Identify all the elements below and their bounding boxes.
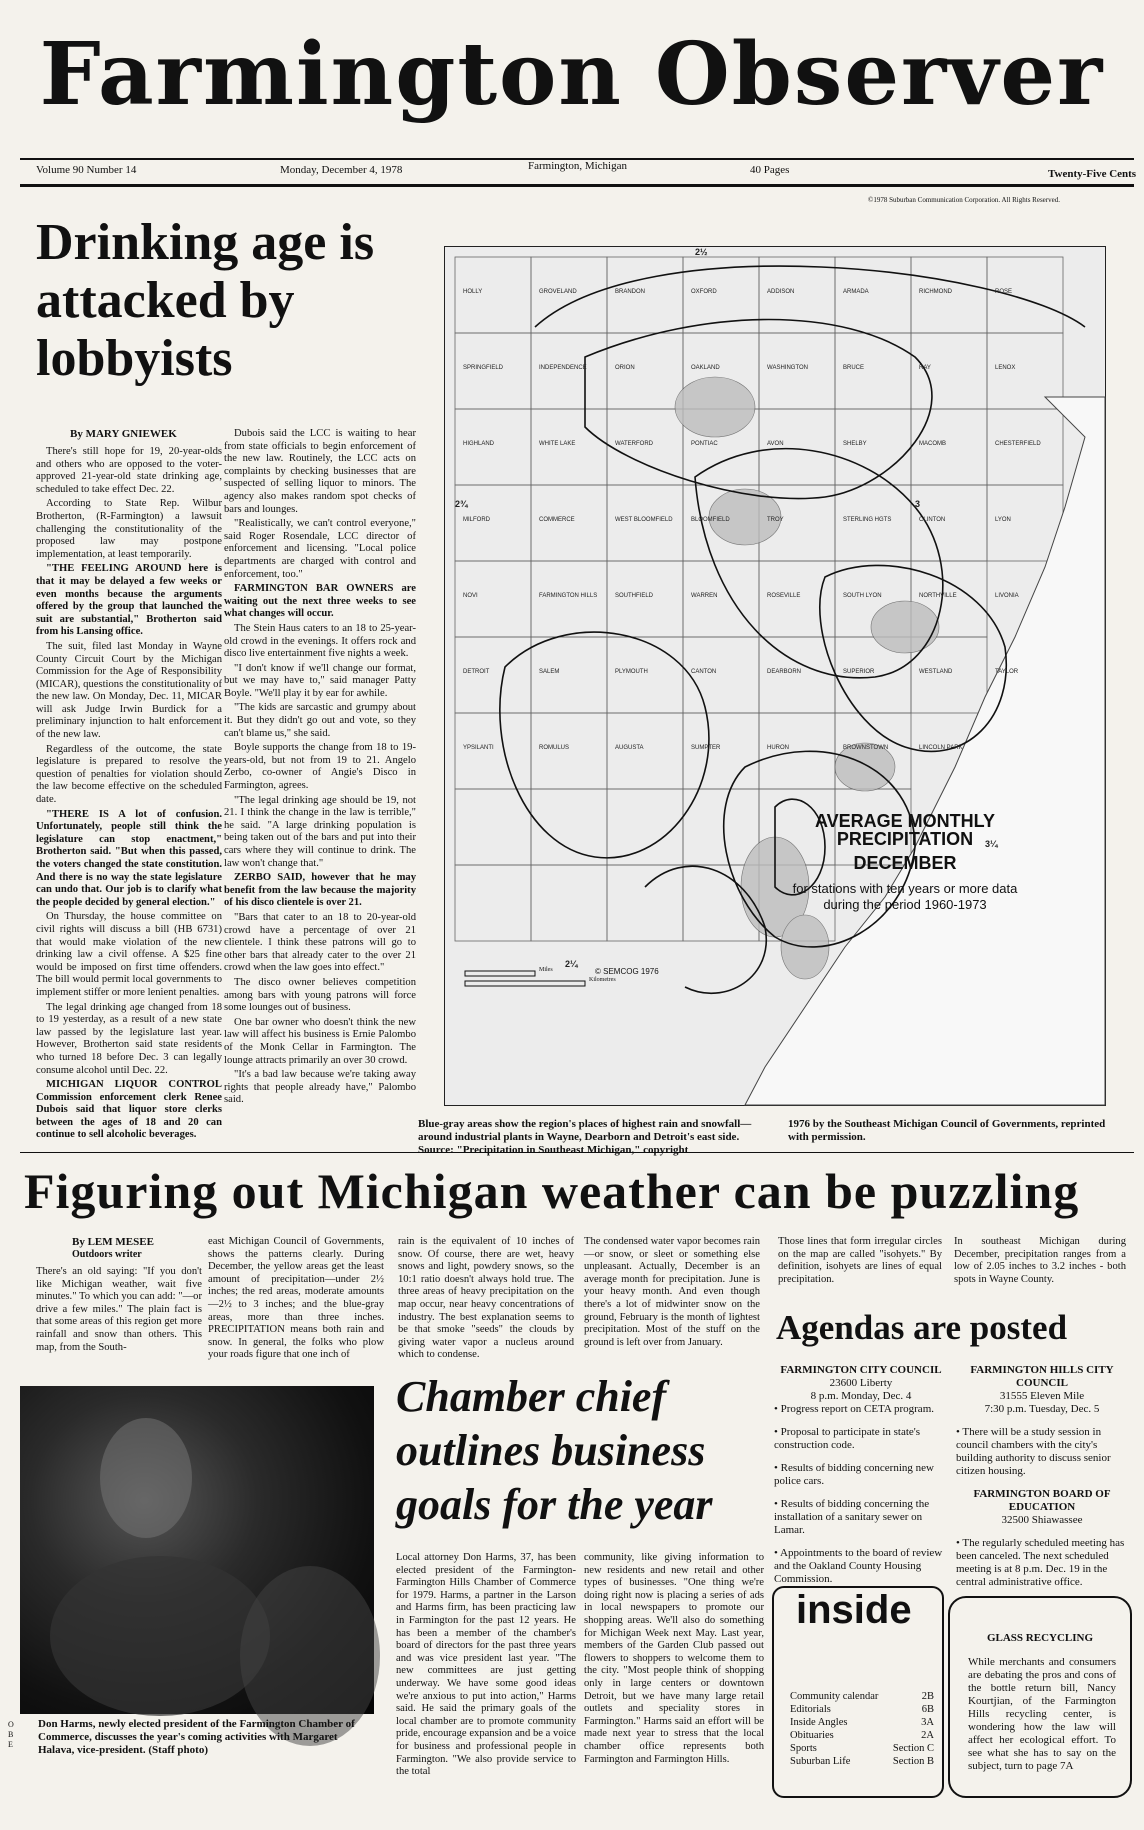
map-legend-title-3: DECEMBER: [853, 853, 957, 873]
isohyet-label: 2¼: [565, 959, 578, 969]
map-label: YPSILANTI: [463, 745, 494, 751]
map-label: TAYLOR: [995, 669, 1019, 675]
story-paragraph: Boyle supports the change from 18 to 19-years-old, but not from 19 to 21. Angelo Zerbo, co-owner of Angie's Disco in Farmington, agrees.: [224, 742, 416, 792]
township-cell: [911, 257, 987, 333]
inside-row-label: Suburban Life: [790, 1756, 851, 1767]
township-cell: [683, 713, 759, 789]
isohyet-label: 2½: [695, 247, 708, 257]
map-label: SUMPTER: [691, 745, 721, 751]
inside-row-label: Community calendar: [790, 1691, 879, 1702]
inside-row: [790, 1703, 934, 1716]
map-caption-left: Blue-gray areas show the region's places of highest rain and snowfall—around industrial plants in Wayne, Dearborn and Detroit's east side. Source: "Precipitation in Southeast Michigan," copyright: [418, 1118, 752, 1156]
isohyet-label: 2¾: [455, 499, 468, 509]
map-label: PONTIAC: [691, 441, 718, 447]
story-paragraph: MICHIGAN LIQUOR CONTROL Commission enforcement clerk Renee Dubois said that liquor store clerks between the ages of 18 and 20 can continue to sell alcoholic beverages.: [36, 1079, 222, 1141]
weather-column-4: The condensed water vapor becomes rain—or snow, or sleet or something else unpleasant. Actually, December is an average month for precipitation. June is your heavy month. And even though there's a lot of midwinter snow on the ground, February is the month of lightest precipitation. Most of the stuff on the ground is left over from January.: [584, 1236, 760, 1348]
precipitation-map-graphic: [445, 247, 1105, 1105]
map-label: HIGHLAND: [463, 441, 495, 447]
map-label: LINCOLN PARK: [919, 745, 963, 751]
agenda-board-address: 32500 Shiawassee: [1001, 1514, 1083, 1526]
volume-number: Volume 90 Number 14: [36, 164, 137, 176]
map-label: ROMULUS: [539, 745, 570, 751]
agenda-farmington-council: [774, 1364, 948, 1596]
township-cell: [759, 637, 835, 713]
inside-row-label: Obituaries: [790, 1730, 834, 1741]
story-paragraph: One bar owner who doesn't think the new law will affect his business is Ernie Palombo of the Monk Cellar in Farmington. The lounge attracts primarily an over 30 crowd.: [224, 1016, 416, 1066]
township-cell: [683, 637, 759, 713]
map-legend-sub-2: during the period 1960-1973: [823, 897, 987, 912]
story-paragraph: The suit, filed last Monday in Wayne County Circuit Court by the Michigan Commission for the Age of Responsibility (MICAR), questions the constitutionality of the new law. On Monday, Dec. 11, MICAR will ask Judge Irwin Burdick for a preliminary injunction to halt enforcement of the new law.: [36, 640, 222, 741]
township-cell: [987, 409, 1063, 485]
township-cell: [759, 257, 835, 333]
story-paragraph: The Stein Haus caters to an 18 to 25-year-old crowd in the evenings. It offers rock and disco live entertainment five nights a week.: [224, 622, 416, 660]
township-cell: [531, 713, 607, 789]
township-cell: [531, 485, 607, 561]
agenda-right-time: 7:30 p.m. Tuesday, Dec. 5: [984, 1403, 1100, 1415]
map-label: NOVI: [463, 593, 478, 599]
township-cell: [683, 789, 759, 865]
township-cell: [911, 409, 987, 485]
isohyet-label: 3¼: [985, 839, 998, 849]
map-label: OXFORD: [691, 289, 717, 295]
map-label: LYON: [995, 517, 1011, 523]
inside-row-label: Sports: [790, 1743, 817, 1754]
map-label: WASHINGTON: [767, 365, 809, 371]
byline-gniewek: By MARY GNIEWEK: [70, 428, 177, 440]
agenda-left-time: 8 p.m. Monday, Dec. 4: [810, 1390, 912, 1402]
map-label: SALEM: [539, 669, 560, 675]
map-label: DEARBORN: [767, 669, 802, 675]
scale-km-label: Kilometres: [589, 977, 616, 983]
agenda-item: • Results of bidding concerning new police cars.: [774, 1462, 934, 1487]
headline-agendas: Agendas are posted: [776, 1308, 1068, 1347]
map-label: SOUTHFIELD: [615, 593, 654, 599]
map-label: TROY: [767, 517, 784, 523]
map-label: WHITE LAKE: [539, 441, 576, 447]
story-paragraph: Dubois said the LCC is waiting to hear from state officials to begin enforcement of the new law. Routinely, the LCC acts on complaints by checking businesses that are suspected of selling liquor to minors. The agency also makes random spot checks of bars and lounges.: [224, 428, 416, 515]
price: Twenty-Five Cents: [1048, 168, 1137, 180]
dateline-place: Farmington, Michigan: [528, 160, 627, 172]
inside-row: [790, 1755, 934, 1768]
township-cell: [835, 409, 911, 485]
story-paragraph: "The kids are sarcastic and grumpy about it. But they didn't go out and vote, so they can't blame us," she said.: [224, 702, 416, 739]
township-cell: [835, 485, 911, 561]
story1-column-2: [224, 428, 416, 1104]
photo-don-harms: [20, 1386, 374, 1714]
map-label: NORTHVILLE: [919, 593, 957, 599]
map-legend-sub-1: for stations with ten years or more data: [792, 881, 1018, 896]
inside-index-list: [790, 1690, 934, 1768]
page-count: 40 Pages: [750, 164, 790, 176]
map-label: WARREN: [691, 593, 718, 599]
township-cell: [455, 637, 531, 713]
inside-row-label: Inside Angles: [790, 1717, 848, 1728]
agenda-item: • Proposal to participate in state's construction code.: [774, 1426, 921, 1451]
inside-row-page: 3A: [921, 1717, 934, 1728]
township-cell: [531, 409, 607, 485]
township-cell: [455, 333, 531, 409]
byline-role: Outdoors writer: [72, 1249, 142, 1260]
story-paragraph: Regardless of the outcome, the state legislature is prepared to resolve the question of penalties for violation should the law become effective on the scheduled date.: [36, 743, 222, 806]
map-label: ADDISON: [767, 289, 795, 295]
township-cell: [607, 257, 683, 333]
story-paragraph: "The legal drinking age should be 19, not 21. I think the change in the law is terrible," he said. "A large drinking population is being taken out of the bars and put into their cars where they will continue to drink. The law won't change that.": [224, 794, 416, 869]
chamber-column-1: Local attorney Don Harms, 37, has been elected president of the Farmington-Farmington Hills Chamber of Commerce for 1979. Harms, a partner in the Larson and Harms firm, has been practicing law in Farmington for the past 12 years. He has been a member of the chamber's board of directors for the past three years and was vice president last year. "The new committees are just getting underway. We have some good ideas we're anxious to put into action," Harms said. He said the primary goals of the local chamber are to promote community pride, encourage expansion and be a voice for business and professional people in Farmington. "We also provide service to the total: [396, 1552, 576, 1778]
map-label: CLINTON: [919, 517, 946, 523]
inside-index-box: [772, 1586, 944, 1798]
recycling-body: While merchants and consumers are debating the pros and cons of the bottle return bill, Nancy Kourtjian, of the Farmington Hills recycling center, is wondering how the law will affect her ecological effort. To see what she has to say on the subject, turn to page 7A: [968, 1656, 1116, 1772]
inside-row-page: 2B: [921, 1691, 934, 1702]
township-cell: [531, 865, 607, 941]
story-paragraph: "THE FEELING AROUND here is that it may be delayed a few weeks or even months because the arguments offered by the group that launched the suit are substantial," Brotherton said from his Lansing office.: [36, 563, 222, 638]
story1-column-1: [36, 446, 222, 1141]
byline-mesee: By LEM MESEE: [72, 1236, 154, 1248]
story-paragraph: According to State Rep. Wilbur Brotherton, (R-Farmington) a lawsuit challenging the constitutionality of the proposed law may postpone implementation, at least temporarily.: [36, 498, 222, 560]
agenda-item: • The regularly scheduled meeting has been canceled. The next scheduled meeting is at 8 p.m. Dec. 19 in the central administrative office.: [956, 1537, 1125, 1588]
map-label: BLOOMFIELD: [691, 517, 730, 523]
map-label: OAKLAND: [691, 365, 720, 371]
township-cell: [759, 333, 835, 409]
photo-credit: OBE: [8, 1720, 14, 1749]
township-cell: [455, 865, 531, 941]
chamber-column-2: community, like giving information to new residents and new retail and other types of businesses. "One thing we're doing right now is placing a series of ads in local newspapers to promote our shopping areas. We'll also do something for Michigan Week next May. Last year, members of the Garden Club passed out flowers to shoppers to welcome them to the city. "Most people think of shopping only in large centers or downtown Detroit, but we have many large retail outlets and speciality stores in Farmington." Harms said an effort will be made next year to stress that the local chamber office represents both Farmington and Farmington Hills.: [584, 1552, 764, 1765]
photo-caption: Don Harms, newly elected president of the Farmington Chamber of Commerce, discusses the year's coming activities with Margaret Halava, vice-president. (Staff photo): [38, 1718, 355, 1756]
agenda-item: • Appointments to the board of review and the Oakland County Housing Commission.: [774, 1547, 943, 1585]
township-cell: [455, 485, 531, 561]
map-label: DETROIT: [463, 669, 490, 675]
map-label: ROSEVILLE: [767, 593, 801, 599]
map-label: SHELBY: [843, 441, 867, 447]
weather-column-6: In southeast Michigan during December, precipitation ranges from a low of 2.05 inches to 3.2 inches - both spots in Wayne County.: [954, 1236, 1126, 1285]
inside-row-page: 6B: [921, 1704, 934, 1715]
township-cell: [607, 789, 683, 865]
map-label: ARMADA: [843, 289, 869, 295]
masthead-title: Farmington Observer: [39, 24, 1105, 125]
township-cell: [607, 713, 683, 789]
township-cell: [455, 409, 531, 485]
inside-row: [790, 1729, 934, 1742]
agenda-item: • Results of bidding concerning the installation of a sanitary sewer on Lamar.: [774, 1498, 930, 1536]
inside-title: inside: [796, 1588, 912, 1632]
township-cell: [911, 333, 987, 409]
headline-michigan-weather: Figuring out Michigan weather can be puzzling: [24, 1163, 1080, 1219]
map-label: HURON: [767, 745, 789, 751]
copyright-line: ©1978 Suburban Communication Corporation. All Rights Reserved.: [868, 196, 1060, 204]
township-cell: [911, 485, 987, 561]
scale-bar: [465, 971, 585, 986]
agenda-left-title: FARMINGTON CITY COUNCIL: [780, 1364, 942, 1376]
map-label: AVON: [767, 441, 784, 447]
township-cell: [987, 257, 1063, 333]
agenda-item: • Progress report on CETA program.: [774, 1403, 934, 1415]
township-cell: [607, 485, 683, 561]
masthead-rule-bottom: [20, 184, 1134, 187]
scale-miles-label: Miles: [539, 967, 553, 973]
story-paragraph: The disco owner believes competition among bars with young patrons will force some lounges out of business.: [224, 976, 416, 1014]
map-label: WATERFORD: [615, 441, 653, 447]
map-label: AUGUSTA: [615, 745, 644, 751]
story-paragraph: There's still hope for 19, 20-year-olds and others who are opposed to the voter-approved 21-year-old state drinking age, scheduled to take effect Dec. 22.: [36, 446, 222, 495]
map-label: WEST BLOOMFIELD: [615, 517, 673, 523]
weather-column-5: Those lines that form irregular circles on the map are called "isohyets." By definition, isohyets are lines of equal precipitation.: [778, 1236, 942, 1285]
story-paragraph: On Thursday, the house committee on civil rights will discuss a bill (HB 6731) that would make violation of the new drinking law a civil offense. A $25 fine would be imposed on first time offenders. The bill would permit local governments to implement stiffer or more lenient penalties.: [36, 911, 222, 998]
inside-row: [790, 1716, 934, 1729]
township-cell: [531, 637, 607, 713]
township-cell: [455, 713, 531, 789]
agenda-left-address: 23600 Liberty: [829, 1377, 893, 1389]
weather-column-3: rain is the equivalent of 10 inches of snow. Of course, there are wet, heavy snows and light, powdery snows, so the 10:1 ratio doesn't always hold true. The three areas of heavy precipitation on the map occur, near heavy concentrations of industry. The best explanation seems to be that smoke "seeds" the clouds by giving water vapor a nucleus around which to condense.: [398, 1236, 574, 1361]
map-label: CHESTERFIELD: [995, 441, 1041, 447]
township-cell: [531, 333, 607, 409]
inside-row-page: 2A: [921, 1730, 934, 1741]
map-copyright: © SEMCOG 1976: [595, 967, 659, 976]
township-cell: [607, 561, 683, 637]
inside-row-label: Editorials: [790, 1704, 831, 1715]
headline-chamber-chief: Chamber chief outlines business goals for the year: [396, 1372, 713, 1529]
story-paragraph: FARMINGTON BAR OWNERS are waiting out the next three weeks to see what changes will occur.: [224, 583, 416, 620]
township-cell: [759, 713, 835, 789]
township-cell: [607, 409, 683, 485]
township-cell: [759, 409, 835, 485]
isohyet-label: 3: [915, 499, 921, 509]
map-label: FARMINGTON HILLS: [539, 593, 598, 599]
map-label: WESTLAND: [919, 669, 953, 675]
township-cell: [607, 637, 683, 713]
issue-date: Monday, December 4, 1978: [280, 164, 403, 176]
recycling-box: [948, 1596, 1132, 1798]
map-label: PLYMOUTH: [615, 669, 648, 675]
township-cell: [683, 561, 759, 637]
weather-column-2: east Michigan Council of Governments, shows the patterns clearly. During December, the yellow areas get the least amount of precipitation—under 2½ inches; the red areas, moderate amounts—2½ to 3 inches; and the blue-gray areas, more than three inches. PRECIPITATION means both rain and snow. In general, the folks who plow your roads figure that one inch of: [208, 1236, 384, 1361]
map-label: SPRINGFIELD: [463, 365, 504, 371]
township-cell: [531, 561, 607, 637]
agenda-item: • There will be a study session in council chambers with the city's building authority to discuss senior citizen housing.: [956, 1426, 1111, 1477]
township-cell: [759, 561, 835, 637]
map-label: MACOMB: [919, 441, 946, 447]
map-legend-title-1: AVERAGE MONTHLY: [814, 811, 996, 831]
recycling-title: GLASS RECYCLING: [986, 1632, 1094, 1644]
agenda-right-title: FARMINGTON HILLS CITY COUNCIL: [970, 1364, 1114, 1389]
map-legend-title-2: PRECIPITATION: [836, 829, 974, 849]
story-paragraph: "I don't know if we'll change our format, but we may have to," said manager Patty Boyle. "We'll play it by ear for awhile.: [224, 662, 416, 699]
story-paragraph: "Realistically, we can't control everyone," said Roger Rosendale, LCC director of enforcement and licensing. "Local police departments are charged with control and enforcement, too.": [224, 518, 416, 580]
map-label: RICHMOND: [919, 289, 952, 295]
map-label: ORION: [615, 365, 635, 371]
headline-drinking-age: Drinking age is attacked by lobbyists: [36, 214, 375, 387]
story-paragraph: "THERE IS A lot of confusion. Unfortunately, people still think the legislature can stop enactment," Brotherton said. "But when this passed, the voters changed the state constitution. And there is no way the state legislature can undo that. Our job is to clarify what the people decided by general election.": [36, 808, 222, 908]
map-label: BRUCE: [843, 365, 865, 371]
section-rule: [20, 1152, 1134, 1153]
map-label: LIVONIA: [995, 593, 1019, 599]
map-label: COMMERCE: [539, 517, 575, 523]
inside-row-page: Section C: [892, 1743, 934, 1754]
inside-row: [790, 1742, 934, 1755]
precipitation-map: [444, 246, 1106, 1106]
inside-row-page: Section B: [892, 1756, 934, 1767]
township-cell: [835, 333, 911, 409]
agenda-hills-council: [956, 1364, 1128, 1599]
weather-column-1: There's an old saying: "If you don't like Michigan weather, wait five minutes." To which you can add: "—or drive a few miles." The plain fact is that some areas of this region get more rainfall and snow than others. This map, from the South-: [36, 1266, 202, 1353]
map-label: INDEPENDENCE: [539, 365, 587, 371]
story-paragraph: "It's a bad law because we're taking away rights that people already have," Palombo said.: [224, 1069, 416, 1106]
map-label: RAY: [919, 365, 931, 371]
inside-row: [790, 1690, 934, 1703]
township-cell: [455, 257, 531, 333]
map-label: ROSE: [995, 289, 1013, 295]
map-caption-right: 1976 by the Southeast Michigan Council of Governments, reprinted with permission.: [788, 1118, 1106, 1143]
map-label: SOUTH LYON: [843, 593, 882, 599]
map-label: GROVELAND: [539, 289, 577, 295]
map-label: BRANDON: [615, 289, 646, 295]
map-label: STERLING HGTS: [843, 517, 892, 523]
map-label: CANTON: [691, 669, 717, 675]
township-cell: [531, 789, 607, 865]
map-label: HOLLY: [463, 289, 483, 295]
township-cell: [455, 561, 531, 637]
agenda-right-address: 31555 Eleven Mile: [999, 1390, 1085, 1402]
map-label: LENOX: [995, 365, 1016, 371]
story-paragraph: ZERBO SAID, however that he may benefit from the law because the majority of his disco clientele is over 21.: [224, 872, 416, 909]
map-label: MILFORD: [463, 517, 490, 523]
story-paragraph: The legal drinking age changed from 18 to 19 yesterday, as a result of a new state law passed by the legislature last year. However, Brotherton said state residents who turned 18 before Dec. 3 can legally consume alcohol until Dec. 22.: [36, 1001, 222, 1076]
map-label: SUPERIOR: [843, 669, 875, 675]
map-label: BROWNSTOWN: [843, 745, 889, 751]
township-cell: [455, 789, 531, 865]
township-cell: [607, 865, 683, 941]
agenda-board-title: FARMINGTON BOARD OF EDUCATION: [973, 1488, 1111, 1513]
story-paragraph: "Bars that cater to an 18 to 20-year-old crowd have a percentage of over 21 clientele. I think these patrons will go to other bars that already cater to the over 21 crowd when the law goes into effect.": [224, 911, 416, 974]
